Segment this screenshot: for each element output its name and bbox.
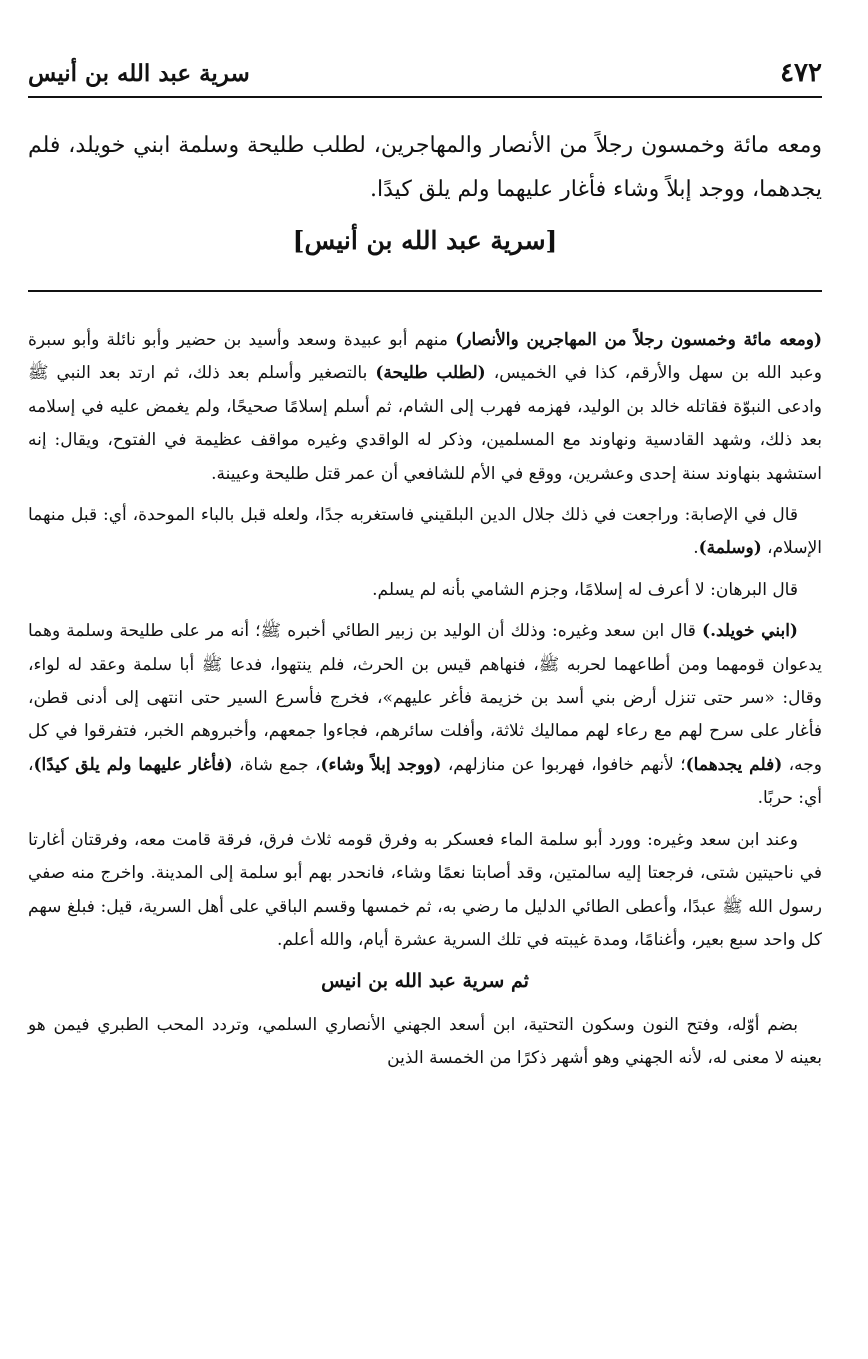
page-header [28,56,822,98]
quoted-phrase: (ومعه مائة وخمسون رجلاً من المهاجرين والأنصار) [455,330,823,350]
section-heading: [سرية عبد الله بن أنيس] [292,226,558,255]
commentary-paragraph-1 [28,324,822,491]
commentary-text: قال ابن سعد وغيره: وذلك أن الوليد بن زبير الطائي أخبره ﷺ؛ أنه مر على طليحة وسلمة وهما يدعوان قومهما ومن أطاعهما لحربه ﷺ، فنهاهم قيس بن الحرث، فلم ينتهوا، فدعا ﷺ أبا سلمة وعقد له لواء، وقال: «سر حتى تنزل أرض بني أسد بن خزيمة فأغر عليهم»، فخرج فأسرع السير حتى انتهى إلى أدنى قطن، فأغار على سرح لهم مع رعاء لهم مماليك ثلاثة، وأفلت سائرهم، فجاءوا جمعهم، وأخبروهم الخبر، فتفرقوا في كل وجه، [28,621,822,775]
commentary-paragraph-5: وعند ابن سعد وغيره: وورد أبو سلمة الماء فعسكر به وفرق قومه ثلاث فرق، فرقة قامت معه، وفرقتان أغارتا في ناحيتين شتى، فرجعتا إليه سالمتين، وقد أصابتا نعمًا وشاء، فانحدر بهم أبو سلمة إلى المدينة. واخرج منه صفي رسول الله ﷺ عبدًا، وأعطى الطائي الدليل ما رضي به، ثم خمسها وقسم الباقي على أهل السرية، قيل: فبلغ سهم كل واحد سبع بعير، وأغنامًا، ومدة غيبته في تلك السرية عشرة أيام، والله أعلم. [28,829,822,950]
commentary-text: بالتصغير وأسلم بعد ذلك، ثم ارتد بعد النبي ﷺ وادعى النبوّة فقاتله خالد بن الوليد، فهزمه فهرب إلى الشام، ثم أسلم إسلامًا صحيحًا، ولم يغمض عليه في إسلامه بعد ذلك، وشهد القادسية ونهاوند مع المسلمين، وذكر له الواقدي وغيره مواقف عظيمة في الفتوح، ويقال: إنه استشهد بنهاوند سنة إحدى وعشرين، ووقع في الأم للشافعي أن عمر قتل طليحة وعيينة. [28,363,822,484]
quoted-phrase: (ابني خويلد.) [702,621,798,642]
quoted-phrase: (فأغار عليهما ولم يلق كيدًا) [33,754,233,775]
commentary-paragraph-4 [28,615,822,815]
quoted-phrase: (ووجد إبلاً وشاء) [320,754,442,775]
commentary-text: منهم أبو عبيدة وسعد وأسيد بن حضير وأبو نائلة وأبو سبرة وعبد الله بن سهل والأرقم، كذا في الخميس، [28,330,822,384]
footnote-divider [28,290,822,292]
commentary-text: ، أي: حربًا. [28,754,822,809]
commentary-text: قال في الإصابة: وراجعت في ذلك جلال الدين البلقيني فاستغربه جدًا، ولعله قبل بالباء الموحدة، أي: قبل منهما الإسلام، [28,505,822,559]
main-text [28,124,822,212]
quoted-phrase: (فلم يجدهما) [685,754,783,775]
commentary [28,324,822,1084]
commentary-text: ، جمع شاة، [232,754,321,775]
commentary-paragraph-2 [28,499,822,566]
running-title: سرية عبد الله بن أنيس [28,60,250,87]
page-number: ٤٧٢ [780,58,822,88]
commentary-paragraph-6: بضم أوّله، وفتح النون وسكون التحتية، ابن أسعد الجهني الأنصاري السلمي، وتردد المحب الطبري فيمن هو بعينه لا معنى له، لأنه الجهني وهو أشهر ذكرًا من الخمسة الذين [28,1014,822,1069]
quoted-phrase: (لطلب طليحة) [375,363,486,384]
commentary-text: ؛ لأنهم خافوا، فهربوا عن منازلهم، [441,754,686,775]
quoted-phrase: (وسلمة) [698,538,762,559]
commentary-text: . [693,538,699,559]
main-text-paragraph: ومعه مائة وخمسون رجلاً من الأنصار والمهاجرين، لطلب طليحة وسلمة ابني خويلد، فلم يجدهما، ووجد إبلاً وشاء فأغار عليهما ولم يلق كيدًا. [28,133,822,202]
commentary-heading: ثم سرية عبد الله بن انيس [321,970,529,993]
commentary-paragraph-3: قال البرهان: لا أعرف له إسلامًا، وجزم الشامي بأنه لم يسلم. [372,579,798,600]
